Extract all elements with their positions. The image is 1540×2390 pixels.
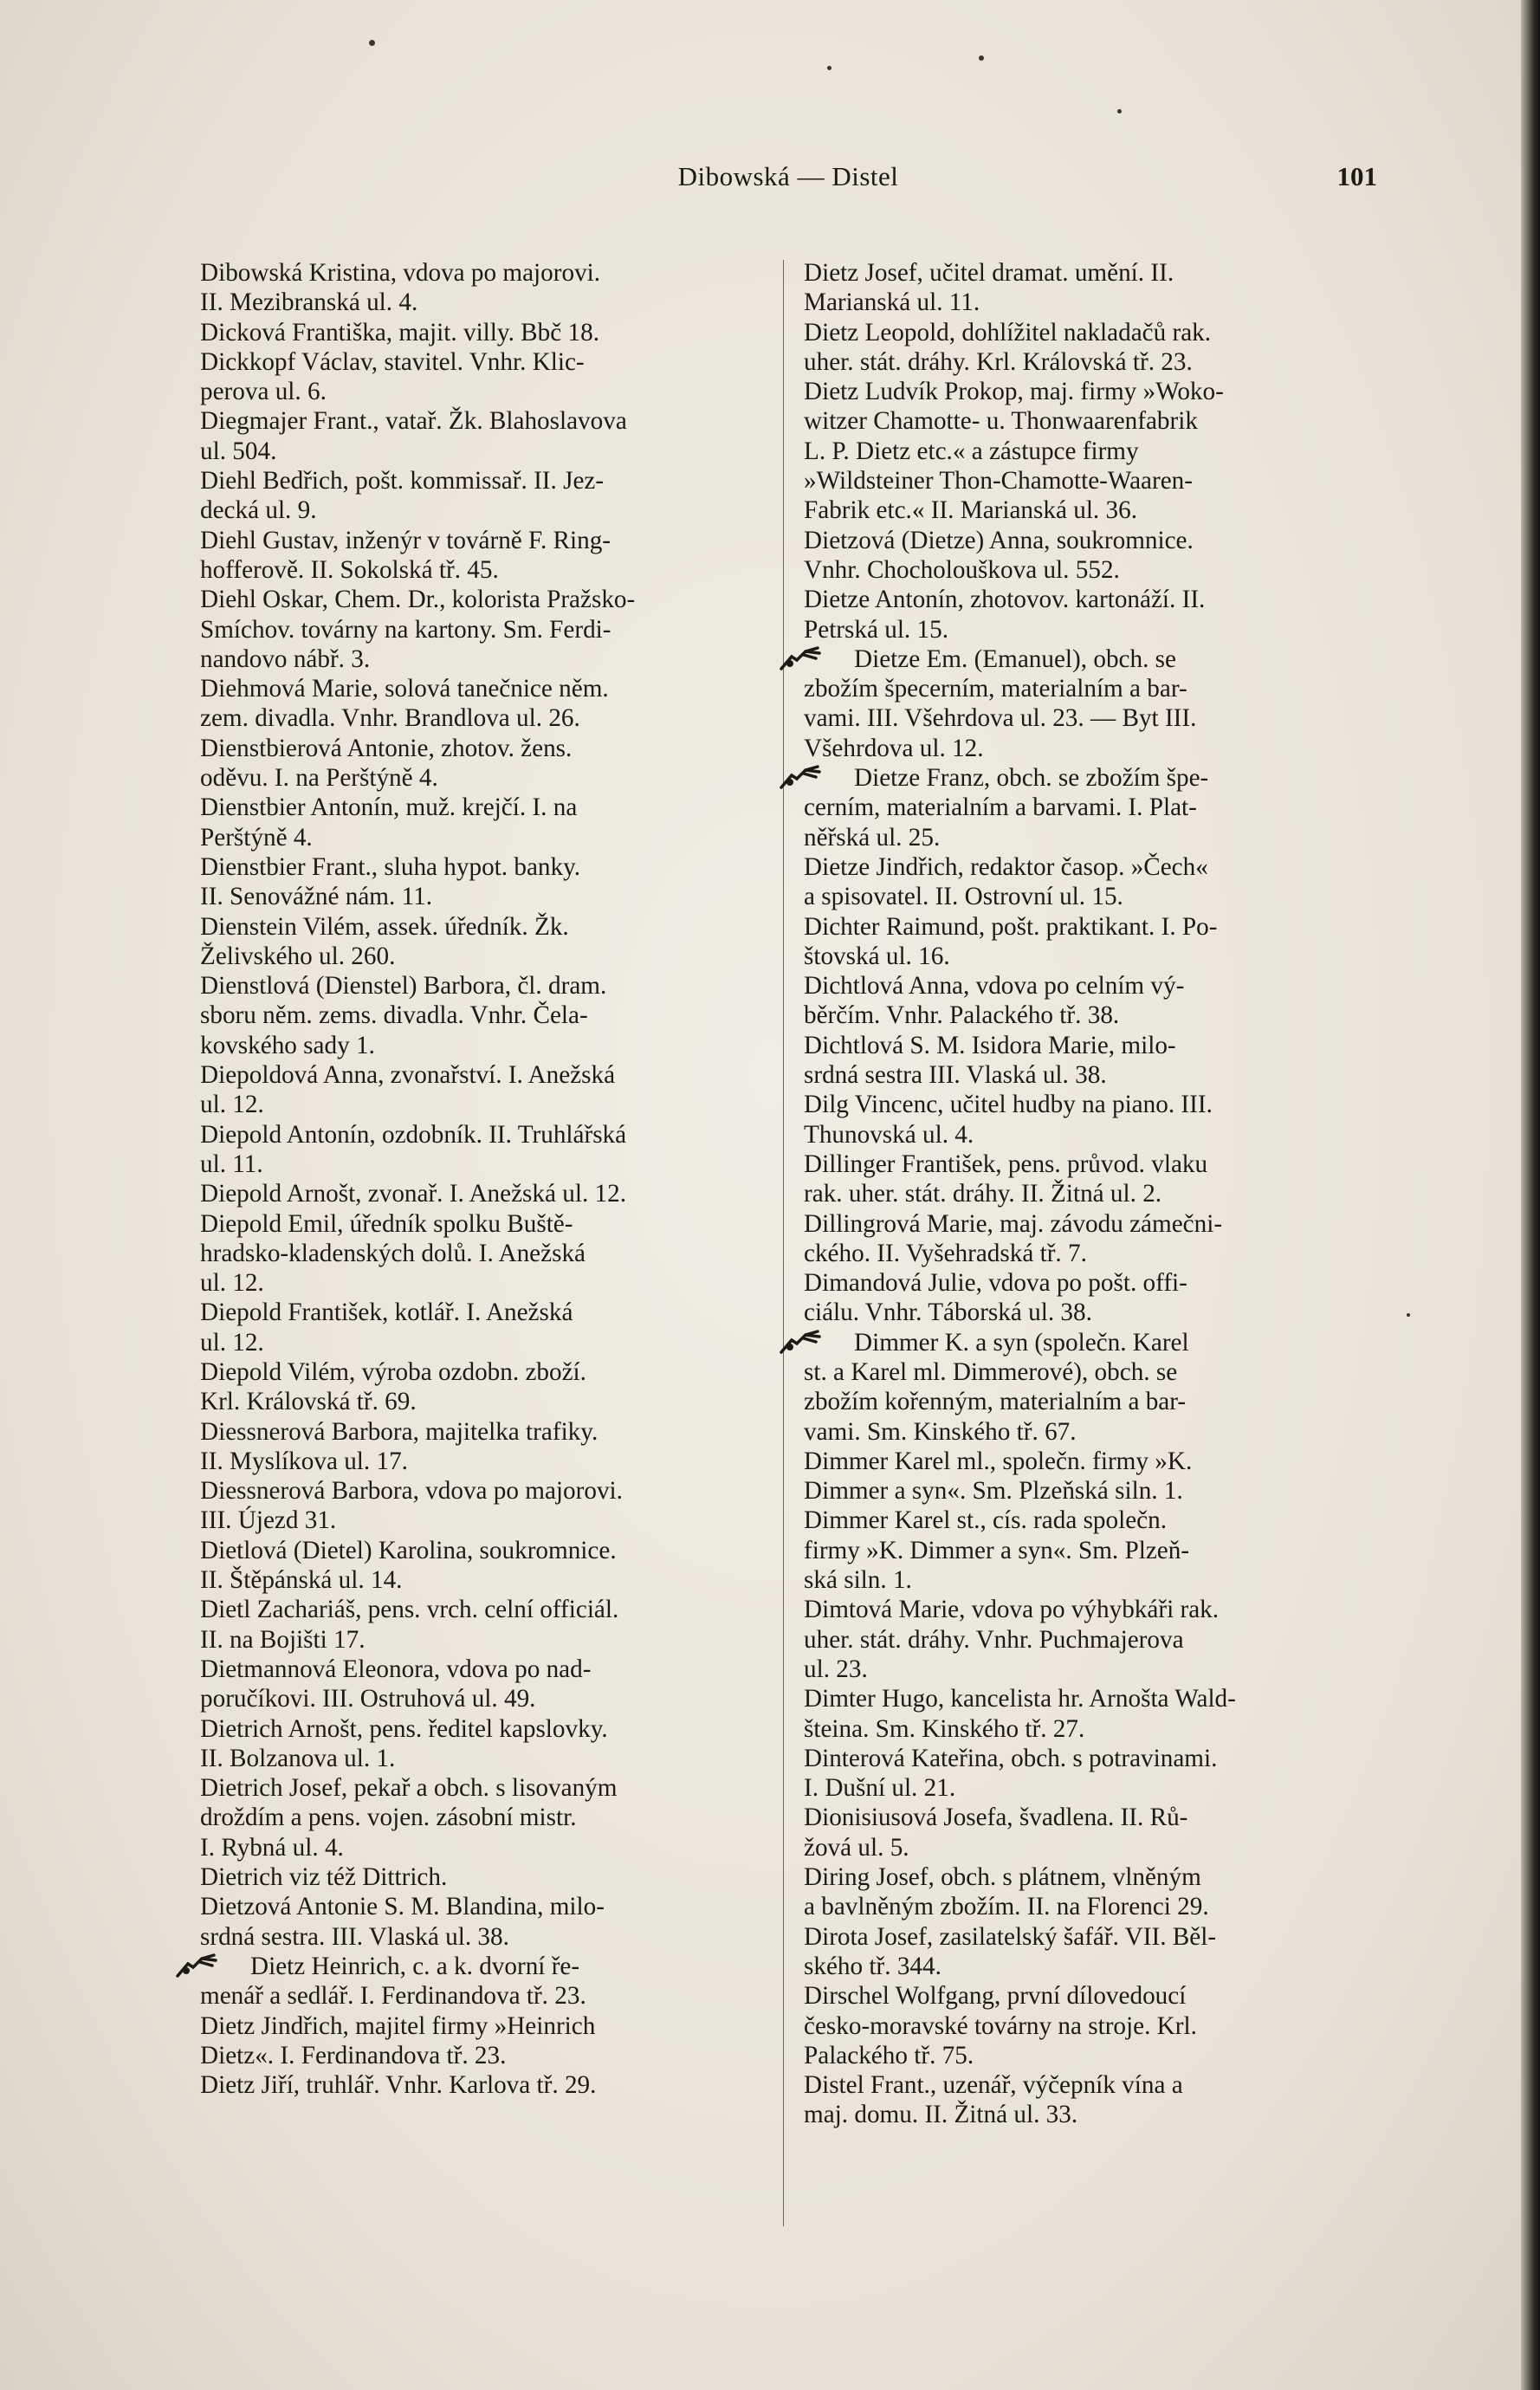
entry-line: Dirschel Wolfgang, první dílovedoucí [804,1982,1187,2011]
entry-line: decká ul. 9. [200,496,317,525]
entry-line: Dichtlová S. M. Isidora Marie, milo- [804,1031,1176,1059]
entry-line: Dietrich Josef, pekař a obch. s lisovaným [200,1774,618,1803]
directory-entry [804,1328,1371,1447]
directory-entry [804,1862,1371,1922]
directory-entry [804,1595,1371,1684]
entry-line: Diring Josef, obch. s plátnem, vlněným [804,1863,1201,1892]
entry-line: česko-moravské továrny na stroje. Krl. [804,2011,1197,2040]
entry-line: Dietmannová Eleonora, vdova po nad- [200,1655,592,1683]
directory-entry [804,526,1371,586]
entry-line: Petrská ul. 15. [804,615,949,644]
column-divider [783,260,784,2226]
entry-line: Marianská ul. 11. [804,288,980,317]
entry-line: zbožím špecerním, materialním a bar- [804,675,1187,703]
entry-line: Dietzová (Dietze) Anna, soukromnice. [804,526,1194,554]
directory-entry [804,1209,1371,1269]
directory-entry [200,1892,763,1952]
directory-entry [804,1506,1371,1595]
entry-line: Diepoldová Anna, zvonařství. I. Anežská [200,1061,616,1090]
entry-line: poručíkovi. III. Ostruhová ul. 49. [200,1685,536,1713]
scan-speck [369,40,375,46]
directory-entry [200,258,763,318]
directory-entry [200,912,763,972]
entry-line: Diepold Emil, úředník spolku Buště- [200,1209,573,1238]
pointing-hand-icon [804,646,849,670]
directory-entry [804,852,1371,912]
entry-line: zbožím kořenným, materialním a bar- [804,1388,1187,1416]
entry-line: Dietl Zachariáš, pens. vrch. celní officiál. [200,1596,619,1624]
entry-line: Palackého tř. 75. [804,2041,974,2069]
entry-line: Fabrik etc.« II. Marianská ul. 36. [804,496,1138,525]
pointing-hand-icon [804,765,849,789]
entry-line-text: Dietze Em. (Emanuel), obch. se [854,644,1176,673]
entry-line-text: Dimmer K. a syn (společn. Karel [854,1328,1189,1357]
entry-line: uher. stát. dráhy. Krl. Královská tř. 23. [804,347,1193,376]
directory-entry [804,1744,1371,1804]
directory-entry [200,1298,763,1357]
entry-line: ul. 11. [200,1150,263,1178]
page-header [199,161,1377,204]
directory-entry [200,1357,763,1417]
directory-entry [200,466,763,526]
entry-line: Želivského ul. 260. [200,942,396,970]
entry-line: ciálu. Vnhr. Táborská ul. 38. [804,1299,1092,1327]
entry-line: Diessnerová Barbora, vdova po majorovi. [200,1477,623,1506]
directory-entry [200,406,763,466]
entry-line: ul. 12. [200,1269,264,1298]
directory-entry [804,1268,1371,1328]
entry-line: Dirota Josef, zasilatelský šafář. VII. Běl- [804,1922,1217,1951]
entry-line: I. Dušní ul. 21. [804,1774,956,1803]
entry-line: rak. uher. stát. dráhy. II. Žitná ul. 2. [804,1180,1162,1208]
directory-entry [200,1209,763,1299]
directory-entry [804,763,1371,852]
entry-line: zem. divadla. Vnhr. Brandlova ul. 26. [200,704,580,733]
entry-line: witzer Chamotte- u. Thonwaarenfabrik [804,407,1198,436]
entry-line: Dickkopf Václav, stavitel. Vnhr. Klic- [200,347,585,376]
directory-entry [804,318,1371,378]
entry-line: Perštýně 4. [200,823,313,852]
entry-line: štovská ul. 16. [804,942,950,970]
entry-line: II. Mezibranská ul. 4. [200,288,418,317]
directory-entry [804,1090,1371,1150]
directory-entry [200,2011,763,2071]
scan-edge [1521,0,1540,2390]
entry-line: oděvu. I. na Perštýně 4. [200,764,438,793]
directory-entry [200,852,763,912]
entry-line: firmy »K. Dimmer a syn«. Sm. Plzeň- [804,1536,1190,1564]
entry-line: Dicková Františka, majit. villy. Bbč 18. [200,318,599,347]
page-number: 101 [1336,161,1377,191]
entry-line [828,763,1371,793]
entry-line: Dillingrová Marie, maj. závodu zámečni- [804,1209,1223,1238]
scan-speck [1407,1313,1410,1317]
entry-line [828,1328,1371,1357]
entry-line: Dichtlová Anna, vdova po celním vý- [804,972,1185,1001]
entry-line: Dienstein Vilém, assek. úředník. Žk. [200,912,569,941]
entry-line: Dimtová Marie, vdova po výhybkáři rak. [804,1596,1220,1624]
entry-line [828,644,1371,674]
entry-line: I. Rybná ul. 4. [200,1833,344,1862]
directory-entry [200,1773,763,1862]
directory-entry [804,644,1371,763]
directory-entry [804,912,1371,972]
entry-line: maj. domu. II. Žitná ul. 33. [804,2101,1078,2129]
entry-line: II. Bolzanova ul. 1. [200,1744,396,1772]
directory-entry [200,734,763,793]
entry-line: Dietz Josef, učitel dramat. umění. II. [804,259,1174,287]
entry-line: Diehl Oskar, Chem. Dr., kolorista Pražsko- [200,586,636,614]
entry-line: II. Myslíkova ul. 17. [200,1447,408,1475]
entry-line: cerním, materialním a barvami. I. Plat- [804,793,1197,822]
entry-line: L. P. Dietz etc.« a zástupce firmy [804,437,1139,465]
entry-line: Dimandová Julie, vdova po pošt. offi- [804,1269,1187,1298]
directory-entry [200,1120,763,1180]
entry-line: Dietz Jiří, truhlář. Vnhr. Karlova tř. 29. [200,2071,597,2100]
entry-line: Diehmová Marie, solová tanečnice něm. [200,675,609,703]
entry-line: Všehrdova ul. 12. [804,734,984,762]
entry-line: »Wildsteiner Thon-Chamotte-Waaren- [804,467,1193,495]
entry-line: Krl. Královská tř. 69. [200,1388,417,1416]
entry-line: Dietz Leopold, dohlížitel nakladačů rak. [804,318,1212,347]
directory-entry [200,1862,763,1892]
entry-line: Dietrich Arnošt, pens. ředitel kapslovky. [200,1714,608,1743]
directory-entry [804,1150,1371,1209]
entry-line: Dietz Jindřich, majitel firmy »Heinrich [200,2011,596,2040]
directory-entry [804,971,1371,1031]
directory-entry [200,585,763,674]
entry-line: Dienstbier Frant., sluha hypot. banky. [200,852,581,881]
entry-line: Diepold František, kotlář. I. Anežská [200,1299,573,1327]
entry-line: ul. 504. [200,437,277,465]
scan-speck [1117,109,1122,113]
entry-line: hradsko-kladenských dolů. I. Anežská [200,1239,586,1267]
entry-line: Dienstbierová Antonie, zhotov. žens. [200,734,573,762]
entry-line: Diepold Antonín, ozdobník. II. Truhlářská [200,1120,627,1149]
directory-entry [200,1179,763,1208]
entry-line: Dichter Raimund, pošt. praktikant. I. Po- [804,912,1218,941]
entry-line: Vnhr. Chocholouškova ul. 552. [804,555,1120,584]
entry-line: ckého. II. Vyšehradská tř. 7. [804,1239,1087,1267]
entry-line: ská siln. 1. [804,1566,912,1595]
entry-line: III. Újezd 31. [200,1506,337,1535]
entry-line: II. Štěpánská ul. 14. [200,1566,403,1595]
entry-line: Dilg Vincenc, učitel hudby na piano. III. [804,1091,1213,1119]
entry-line: Diehl Bedřich, pošt. kommissař. II. Jez- [200,467,605,495]
directory-entry [200,1714,763,1774]
entry-line: Dietz Ludvík Prokop, maj. firmy »Woko- [804,378,1224,406]
scan-speck [979,55,984,61]
directory-entry [200,1476,763,1536]
directory-entry [804,258,1371,318]
entry-line: ul. 23. [804,1655,868,1683]
entry-line: něřská ul. 25. [804,823,941,852]
entry-line: Thunovská ul. 4. [804,1120,974,1149]
entry-line: Dietz«. I. Ferdinandova tř. 23. [200,2041,507,2069]
entry-line: Dimmer Karel st., cís. rada společn. [804,1506,1168,1535]
entry-line: Diehl Gustav, inženýr v továrně F. Ring- [200,526,611,554]
entry-line: vami. III. Všehrdova ul. 23. — Byt III. [804,704,1197,733]
entry-line: Dietzová Antonie S. M. Blandina, milo- [200,1893,605,1921]
directory-entry [804,1981,1371,2070]
entry-line: hofferově. II. Sokolská tř. 45. [200,555,499,584]
directory-entry [200,347,763,407]
entry-line: nandovo nábř. 3. [200,644,371,673]
entry-line: droždím a pens. vojen. zásobní mistr. [200,1804,577,1832]
directory-entry [804,1684,1371,1744]
entry-line: Diepold Arnošt, zvonař. I. Anežská ul. 12. [200,1180,627,1208]
entry-line [224,1952,763,1981]
directory-entry [200,971,763,1060]
entry-line-text: Dietze Franz, obch. se zbožím špe- [854,764,1209,793]
directory-entry [804,585,1371,644]
entry-line: srdná sestra. III. Vlaská ul. 38. [200,1922,509,1951]
directory-entry [200,674,763,734]
entry-line: st. a Karel ml. Dimmerové), obch. se [804,1357,1178,1386]
entry-line: Dienstlová (Dienstel) Barbora, čl. dram. [200,972,607,1001]
directory-entry [200,793,763,852]
entry-line: Dionisiusová Josefa, švadlena. II. Rů- [804,1804,1188,1832]
entry-line: II. na Bojišti 17. [200,1625,366,1654]
entry-line: Dimmer a syn«. Sm. Plzeňská siln. 1. [804,1477,1183,1506]
directory-entry [200,2070,763,2100]
entry-line: Smíchov. továrny na kartony. Sm. Ferdi- [200,615,611,644]
pointing-hand-icon [200,1953,245,1978]
entry-line: perova ul. 6. [200,378,327,406]
entry-line: Dienstbier Antonín, muž. krejčí. I. na [200,793,578,822]
entry-line: běrčím. Vnhr. Palackého tř. 38. [804,1001,1120,1030]
directory-entry [804,1031,1371,1091]
entry-line: ul. 12. [200,1091,264,1119]
directory-entry [200,1417,763,1477]
entry-line: Diessnerová Barbora, majitelka trafiky. [200,1417,599,1446]
directory-entry [200,1595,763,1655]
entry-line: Dimter Hugo, kancelista hr. Arnošta Wald- [804,1685,1236,1713]
entry-line: a spisovatel. II. Ostrovní ul. 15. [804,883,1123,911]
entry-line: Dietlová (Dietel) Karolina, soukromnice. [200,1536,617,1564]
entry-line: Dibowská Kristina, vdova po majorovi. [200,259,601,287]
entry-line: Dillinger František, pens. průvod. vlaku [804,1150,1208,1178]
entry-line: Dinterová Kateřina, obch. s potravinami. [804,1744,1218,1772]
directory-entry [804,377,1371,525]
directory-entry [804,2070,1371,2130]
entry-line: II. Senovážné nám. 11. [200,883,433,911]
left-column [200,258,763,2100]
entry-line: Dimmer Karel ml., společn. firmy »K. [804,1447,1193,1475]
entry-line: šteina. Sm. Kinského tř. 27. [804,1714,1085,1743]
entry-line: a bavlněným zbožím. II. na Florenci 29. [804,1893,1209,1921]
directory-entry [804,1803,1371,1862]
directory-entry [200,1060,763,1120]
directory-entry [804,1447,1371,1506]
directory-entry [200,1952,763,2011]
entry-line: vami. Sm. Kinského tř. 67. [804,1417,1077,1446]
pointing-hand-icon [804,1330,849,1354]
directory-entry [200,1655,763,1714]
directory-entry [200,1536,763,1596]
running-title: Dibowská — Distel [677,161,899,191]
entry-line: ul. 12. [200,1328,264,1357]
right-column [804,258,1371,2130]
directory-entry [804,1922,1371,1982]
entry-line: Diegmajer Frant., vatař. Žk. Blahoslavova [200,407,627,436]
entry-line: menář a sedlář. I. Ferdinandova tř. 23. [200,1982,586,2011]
entry-line: srdná sestra III. Vlaská ul. 38. [804,1061,1107,1090]
entry-line: uher. stát. dráhy. Vnhr. Puchmajerova [804,1625,1184,1654]
entry-line: sboru něm. zems. divadla. Vnhr. Čela- [200,1001,588,1030]
directory-entry [200,526,763,586]
entry-line: žová ul. 5. [804,1833,909,1862]
directory-entry [200,318,763,347]
entry-line-text: Dietz Heinrich, c. a k. dvorní ře- [250,1952,580,1980]
entry-line: Diepold Vilém, výroba ozdobn. zboží. [200,1357,586,1386]
entry-line: Distel Frant., uzenář, výčepník vína a [804,2071,1183,2100]
entry-line: ského tř. 344. [804,1952,941,1980]
entry-line: Dietze Antonín, zhotovov. kartonáží. II. [804,586,1206,614]
entry-line: Dietrich viz též Dittrich. [200,1863,448,1892]
entry-line: kovského sady 1. [200,1031,375,1059]
scan-speck [827,66,831,70]
entry-line: Dietze Jindřich, redaktor časop. »Čech« [804,852,1208,881]
